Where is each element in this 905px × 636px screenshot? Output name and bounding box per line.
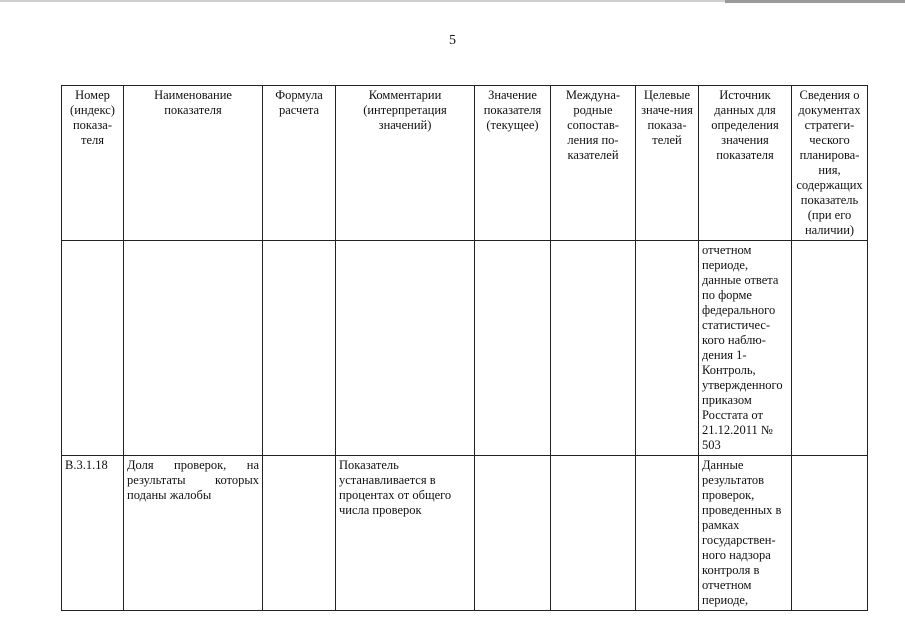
header-comment: Комментарии (интерпретация значений) (336, 86, 475, 241)
table-row (62, 456, 868, 611)
cell-source: Данные результатов проверок, проведенных в рамках государствен-ного надзора контроля в отчетном периоде, (699, 456, 792, 611)
cell-documents (792, 456, 868, 611)
cell-source: отчетном периоде, данные ответа по форме федерального статистичес-кого наблю-дения 1-Контроль, утвержденного приказом Росстата от 21.12.2011 № 503 (699, 241, 792, 456)
page-number: 5 (449, 33, 456, 48)
cell-index: B.3.1.18 (62, 456, 124, 611)
header-documents: Сведения о документах стратеги-ческого планирова-ния, содержащих показатель (при его наличии) (792, 86, 868, 241)
cell-documents (792, 241, 868, 456)
header-name: Наименование показателя (124, 86, 263, 241)
header-formula: Формула расчета (263, 86, 336, 241)
cell-name (124, 241, 263, 456)
indicator-table (61, 85, 868, 611)
cell-name: Доля проверок, на результаты которых поданы жалобы (124, 456, 263, 611)
cell-index (62, 241, 124, 456)
scan-edge-dark (725, 0, 905, 3)
cell-international (551, 456, 636, 611)
header-international: Междуна-родные сопостав-ления по-казателей (551, 86, 636, 241)
cell-international (551, 241, 636, 456)
header-current-value: Значение показателя (текущее) (475, 86, 551, 241)
cell-current-value (475, 241, 551, 456)
header-target: Целевые значе-ния показа-телей (636, 86, 699, 241)
table-header-row (62, 86, 868, 241)
header-index: Номер (индекс) показа-теля (62, 86, 124, 241)
table-row (62, 241, 868, 456)
header-source: Источник данных для определения значения показателя (699, 86, 792, 241)
cell-target (636, 456, 699, 611)
cell-comment: Показатель устанавливается в процентах от общего числа проверок (336, 456, 475, 611)
cell-comment (336, 241, 475, 456)
cell-current-value (475, 456, 551, 611)
cell-target (636, 241, 699, 456)
cell-formula (263, 241, 336, 456)
cell-formula (263, 456, 336, 611)
